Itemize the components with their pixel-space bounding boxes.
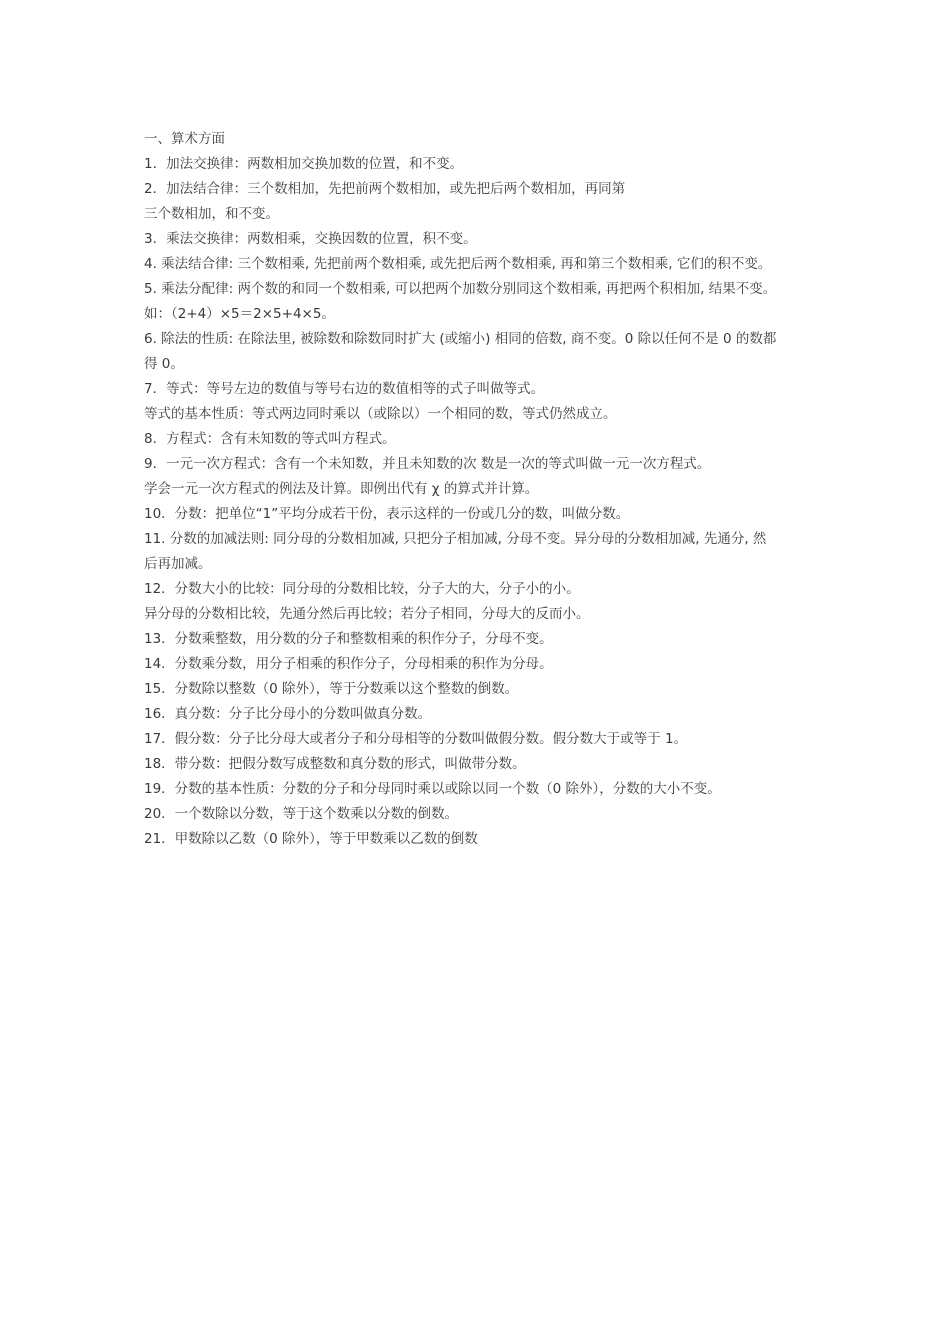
text-line-23: 16．真分数：分子比分母小的分数叫做真分数。 xyxy=(144,706,432,722)
text-line-12: 8．方程式：含有未知数的等式叫方程式。 xyxy=(144,431,396,447)
text-line-8: 6. 除法的性质: 在除法里, 被除数和除数同时扩大 (或缩小) 相同的倍数, 商不变。0 除以任何不是 0 的数都 xyxy=(144,331,777,347)
text-line-20: 13．分数乘整数，用分数的分子和整数相乘的积作分子，分母不变。 xyxy=(144,631,553,647)
text-line-14: 学会一元一次方程式的例法及计算。即例出代有 χ 的算式并计算。 xyxy=(144,481,539,497)
text-line-5: 4. 乘法结合律: 三个数相乘, 先把前两个数相乘, 或先把后两个数相乘, 再和第三个数相乘, 它们的积不变。 xyxy=(144,256,772,272)
text-line-10: 7．等式：等号左边的数值与等号右边的数值相等的式子叫做等式。 xyxy=(144,381,545,397)
text-line-25: 18．带分数：把假分数写成整数和真分数的形式，叫做带分数。 xyxy=(144,756,526,772)
text-line-16: 11. 分数的加减法则: 同分母的分数相加减, 只把分子相加减, 分母不变。异分母的分数相加减, 先通分, 然 xyxy=(144,531,767,547)
text-line-21: 14．分数乘分数，用分子相乘的积作分子，分母相乘的积作为分母。 xyxy=(144,656,553,672)
text-line-6: 5. 乘法分配律: 两个数的和同一个数相乘, 可以把两个加数分别同这个数相乘, 再把两个积相加, 结果不变。 xyxy=(144,281,777,297)
text-line-26: 19．分数的基本性质：分数的分子和分母同时乘以或除以同一个数（0 除外），分数的大小不变。 xyxy=(144,781,721,797)
text-line-4: 3．乘法交换律：两数相乘，交换因数的位置，积不变。 xyxy=(144,231,477,247)
text-line-24: 17．假分数：分子比分母大或者分子和分母相等的分数叫做假分数。假分数大于或等于 1。 xyxy=(144,731,688,747)
text-line-7: 如：（2+4）×5＝2×5+4×5。 xyxy=(144,306,335,322)
text-line-17: 后再加减。 xyxy=(144,556,212,572)
text-line-15: 10．分数：把单位“1”平均分成若干份，表示这样的一份或几分的数，叫做分数。 xyxy=(144,506,630,522)
text-line-2: 2．加法结合律：三个数相加，先把前两个数相加，或先把后两个数相加，再同第 xyxy=(144,181,626,197)
text-line-18: 12．分数大小的比较：同分母的分数相比较，分子大的大，分子小的小。 xyxy=(144,581,580,597)
document-body xyxy=(144,127,812,852)
text-line-13: 9．一元一次方程式：含有一个未知数，并且未知数的次 数是一次的等式叫做一元一次方程式。 xyxy=(144,456,711,472)
text-line-28: 21．甲数除以乙数（0 除外），等于甲数乘以乙数的倒数 xyxy=(144,831,478,847)
text-line-19: 异分母的分数相比较，先通分然后再比较；若分子相同，分母大的反而小。 xyxy=(144,606,590,622)
text-line-11: 等式的基本性质：等式两边同时乘以（或除以）一个相同的数，等式仍然成立。 xyxy=(144,406,617,422)
text-line-9: 得 0。 xyxy=(144,356,184,372)
section-heading: 一、算术方面 xyxy=(144,131,225,147)
text-line-3: 三个数相加，和不变。 xyxy=(144,206,279,222)
text-line-27: 20．一个数除以分数，等于这个数乘以分数的倒数。 xyxy=(144,806,459,822)
text-line-1: 1．加法交换律：两数相加交换加数的位置，和不变。 xyxy=(144,156,464,172)
text-line-22: 15．分数除以整数（0 除外），等于分数乘以这个整数的倒数。 xyxy=(144,681,519,697)
